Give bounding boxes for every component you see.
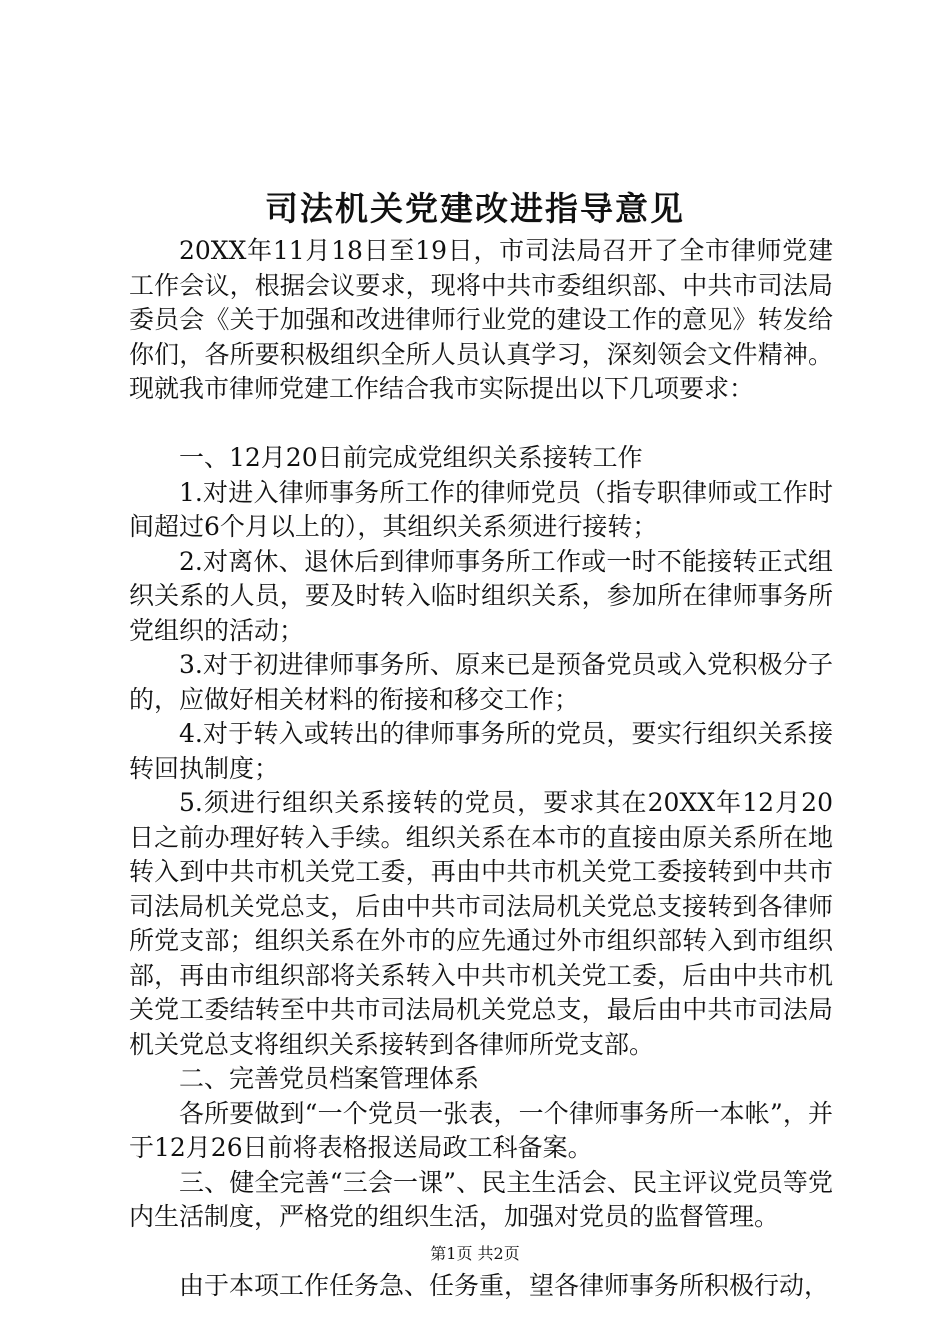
section-heading-2: 二、完善党员档案管理体系 <box>179 1064 480 1093</box>
document-body <box>129 234 833 1304</box>
list-item-2: 2.对离休、退休后到律师事务所工作或一时不能接转正式组织关系的人员，要及时转入临时组织关系，参加所在律师事务所党组织的活动； <box>129 546 833 645</box>
document-title: 司法机关党建改进指导意见 <box>265 189 685 228</box>
list-item-5: 5.须进行组织关系接转的党员，要求其在20XX年12月20日之前办理好转入手续。组织关系在本市的直接由原关系所在地转入到中共市机关党工委，再由中共市机关党工委接转到中共市司法局机关党总支，后由中共市司法局机关党总支接转到各律师所党支部；组织关系在外市的应先通过外市组织部转入到市组织部，再由市组织部将关系转入中共市机关党工委，后由中共市机关党工委结转至中共市司法局机关党总支，最后由中共市司法局机关党总支将组织关系接转到各律师所党支部。 <box>129 788 833 1059</box>
section-heading-1: 一、12月20日前完成党组织关系接转工作 <box>179 443 643 472</box>
page-indicator: 第1页 共2页 <box>430 1244 520 1263</box>
section-heading-3: 三、健全完善“三会一课”、民主生活会、民主评议党员等党内生活制度，严格党的组织生活，加强对党员的监督管理。 <box>129 1167 833 1231</box>
paragraph-intro: 20XX年11月18日至19日，市司法局召开了全市律师党建工作会议，根据会议要求，现将中共市委组织部、中共市司法局委员会《关于加强和改进律师行业党的建设工作的意见》转发给你们，各所要积极组织全所人员认真学习，深刻领会文件精神。现就我市律师党建工作结合我市实际提出以下几项要求： <box>129 236 833 403</box>
paragraph-archive: 各所要做到“一个党员一张表，一个律师事务所一本帐”，并于12月26日前将表格报送局政工科备案。 <box>129 1098 833 1162</box>
list-item-4: 4.对于转入或转出的律师事务所的党员，要实行组织关系接转回执制度； <box>129 719 833 783</box>
list-item-1: 1.对进入律师事务所工作的律师党员（指专职律师或工作时间超过6个月以上的），其组织关系须进行接转； <box>129 477 833 541</box>
list-item-3: 3.对于初进律师事务所、原来已是预备党员或入党积极分子的，应做好相关材料的衔接和移交工作； <box>129 650 833 714</box>
paragraph-closing: 由于本项工作任务急、任务重，望各律师事务所积极行动， <box>179 1271 830 1300</box>
